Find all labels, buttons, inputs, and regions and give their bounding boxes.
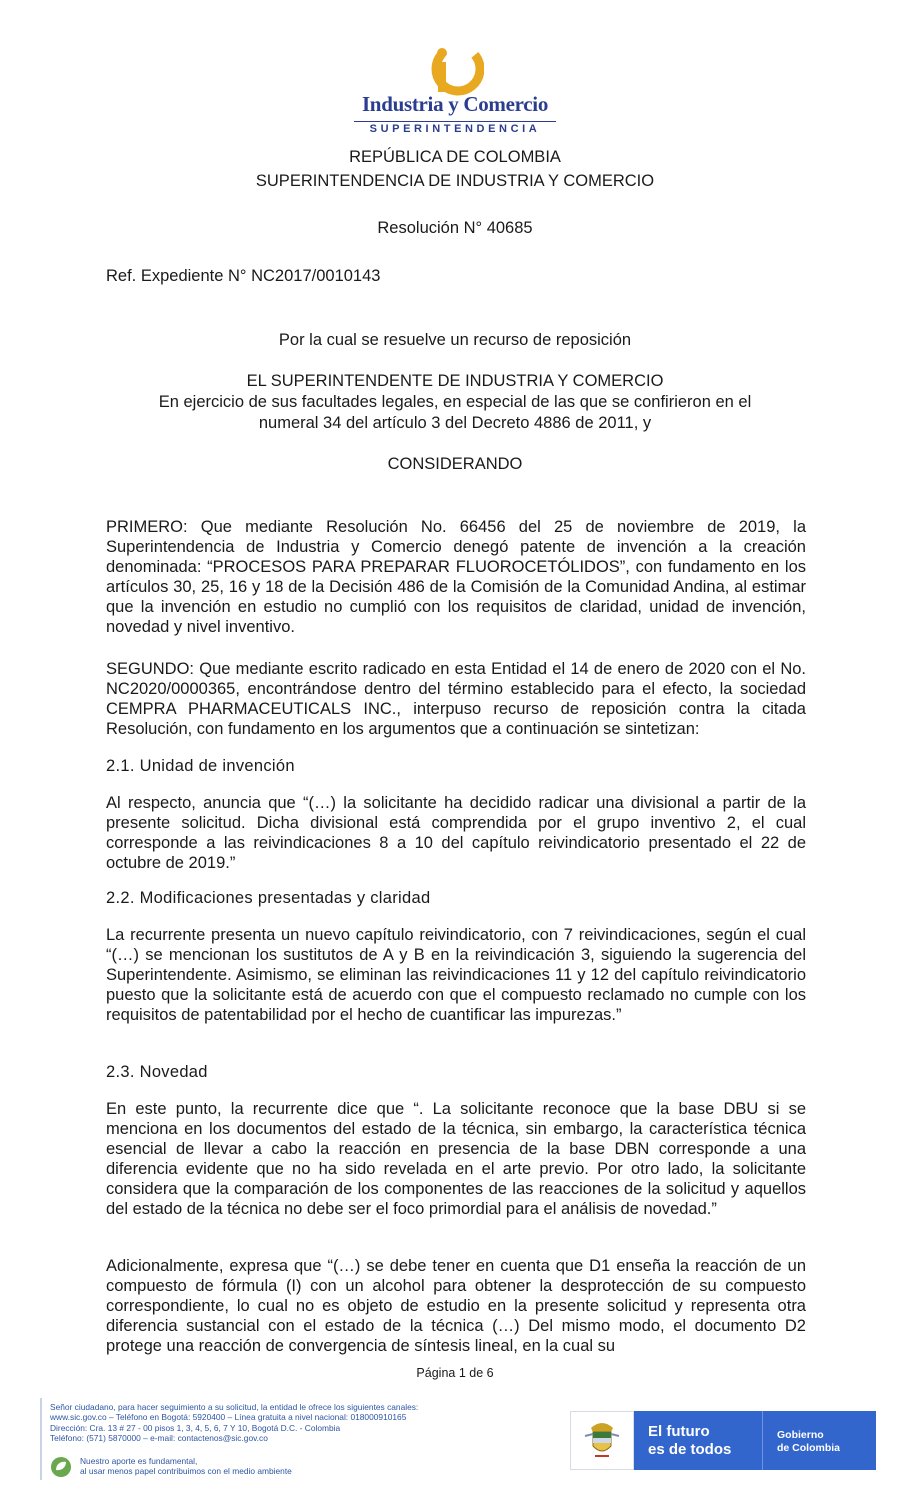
footer-line-4: Teléfono: (571) 5870000 – e-mail: contactenos@sic.gov.co — [50, 1433, 268, 1444]
eco-text — [80, 1456, 292, 1477]
sic-logo — [340, 40, 570, 140]
entity-heading: SUPERINTENDENCIA DE INDUSTRIA Y COMERCIO — [255, 172, 655, 190]
eco-line-2: al usar menos papel contribuimos con el medio ambiente — [80, 1466, 292, 1477]
government-banner — [570, 1411, 876, 1470]
el-futuro-block — [634, 1411, 762, 1470]
footer-divider — [40, 1398, 42, 1480]
faculties-line-2: numeral 34 del artículo 3 del Decreto 4886 de 2011, y — [258, 414, 652, 432]
paragraph-2-1: Al respecto, anuncia que “(…) la solicitante ha decidido radicar una divisional a partir de la presente solicitud. Dicha divisional está comprendida por el grupo inventivo 2, el cual corresponde a las reivindicaciones 8 a 10 del capítulo reivindicatorio presentado el 22 de octubre de 2019.” — [106, 794, 806, 872]
section-heading-2-1: 2.1. Unidad de invención — [106, 757, 295, 775]
leaf-icon — [50, 1456, 72, 1478]
faculties-line-1: En ejercicio de sus facultades legales, en especial de las que se confirieron en el — [158, 393, 752, 411]
paragraph-primero: PRIMERO: Que mediante Resolución No. 66456 del 25 de noviembre de 2019, la Superintendencia de Industria y Comercio denegó patente de invención a la creación denominada: “PROCESOS PARA PREPARAR FLUOROCETÓLIDOS”, con fundamento en los artículos 30, 25, 16 y 18 de la Decisión 486 de la Comisión de la Comunidad Andina, al estimar que la invención en estudio no cumplió con los requisitos de claridad, unidad de invención, novedad y nivel inventivo. — [106, 518, 806, 636]
reference-number: Ref. Expediente N° NC2017/0010143 — [106, 267, 381, 285]
footer-line-3: Dirección: Cra. 13 # 27 - 00 pisos 1, 3, 4, 5, 6, 7 Y 10, Bogotá D.C. - Colombia — [50, 1422, 341, 1433]
country-heading: REPÚBLICA DE COLOMBIA — [349, 148, 561, 166]
logo-subtitle: SUPERINTENDENCIA — [354, 121, 556, 135]
gov-slogan-line-1: El futuro — [648, 1423, 710, 1440]
considerando-heading: CONSIDERANDO — [387, 455, 523, 473]
footer-line-2: www.sic.gov.co – Teléfono en Bogotá: 5920400 – Línea gratuita a nivel nacional: 018000910165 — [50, 1412, 407, 1423]
colombia-shield-icon — [570, 1411, 634, 1470]
page-number: Página 1 de 6 — [416, 1366, 494, 1380]
gov-name-line-1: Gobierno — [777, 1429, 824, 1441]
gov-slogan-line-2: es de todos — [648, 1441, 732, 1458]
eco-line-1: Nuestro aporte es fundamental, — [80, 1456, 198, 1466]
footer-contact-info — [50, 1402, 540, 1444]
logo-name: Industria y Comercio — [361, 92, 549, 116]
paragraph-segundo: SEGUNDO: Que mediante escrito radicado en esta Entidad el 14 de enero de 2020 con el No. NC2020/0000365, encontrándose dentro del término establecido para el efecto, la sociedad CEMPRA PHARMACEUTICALS INC., interpuso recurso de reposición contra la citada Resolución, con fundamento en los argumentos que a continuación se sintetizan: — [106, 660, 806, 738]
authority-heading: EL SUPERINTENDENTE DE INDUSTRIA Y COMERCIO — [246, 372, 664, 390]
gobierno-block — [762, 1411, 876, 1470]
gov-name-line-2: de Colombia — [777, 1442, 841, 1454]
paragraph-2-2: La recurrente presenta un nuevo capítulo reivindicatorio, con 7 reivindicaciones, según el cual “(…) se mencionan los sustitutos de A y B en la reivindicación 3, siguiendo la sugerencia del Superintendente. Asimismo, se eliminan las reivindicaciones 11 y 12 del capítulo reivindicatorio puesto que la solicitante está de acuerdo con que el compuesto reclamado no cumple con los requisitos de patentabilidad por el hecho de cuantificar las impurezas.” — [106, 926, 806, 1024]
paragraph-2-3: En este punto, la recurrente dice que “. La solicitante reconoce que la base DBU si se menciona en los documentos del estado de la técnica, sin embargo, la característica técnica esencial de llevar a cabo la reacción en presencia de la base DBN corresponde a una diferencia evidente que no ha sido revelada en el arte previo. Por otro lado, la solicitante considera que la comparación de los componentes de las reacciones de la solicitud y aquellos del estado de la técnica no debe ser el foco primordial para el análisis de novedad.” — [106, 1100, 806, 1218]
sic-emblem-icon — [430, 44, 484, 96]
footer-line-1: Señor ciudadano, para hacer seguimiento a su solicitud, la entidad le ofrece los siguientes canales: — [50, 1402, 419, 1412]
resolution-purpose: Por la cual se resuelve un recurso de reposición — [278, 331, 632, 349]
paragraph-2-3-continued: Adicionalmente, expresa que “(…) se debe tener en cuenta que D1 enseña la reacción de un compuesto de fórmula (I) con un alcohol para obtener la desprotección de su compuesto correspondiente, lo cual no es objeto de estudio en la presente solicitud y representa otra diferencia sustancial con el estado de la técnica (…) Del mismo modo, el documento D2 protege una reacción de convergencia de síntesis lineal, en la cual su — [106, 1257, 806, 1355]
section-heading-2-3: 2.3. Novedad — [106, 1063, 208, 1081]
resolution-number: Resolución N° 40685 — [377, 219, 533, 237]
section-heading-2-2: 2.2. Modificaciones presentadas y claridad — [106, 889, 431, 907]
